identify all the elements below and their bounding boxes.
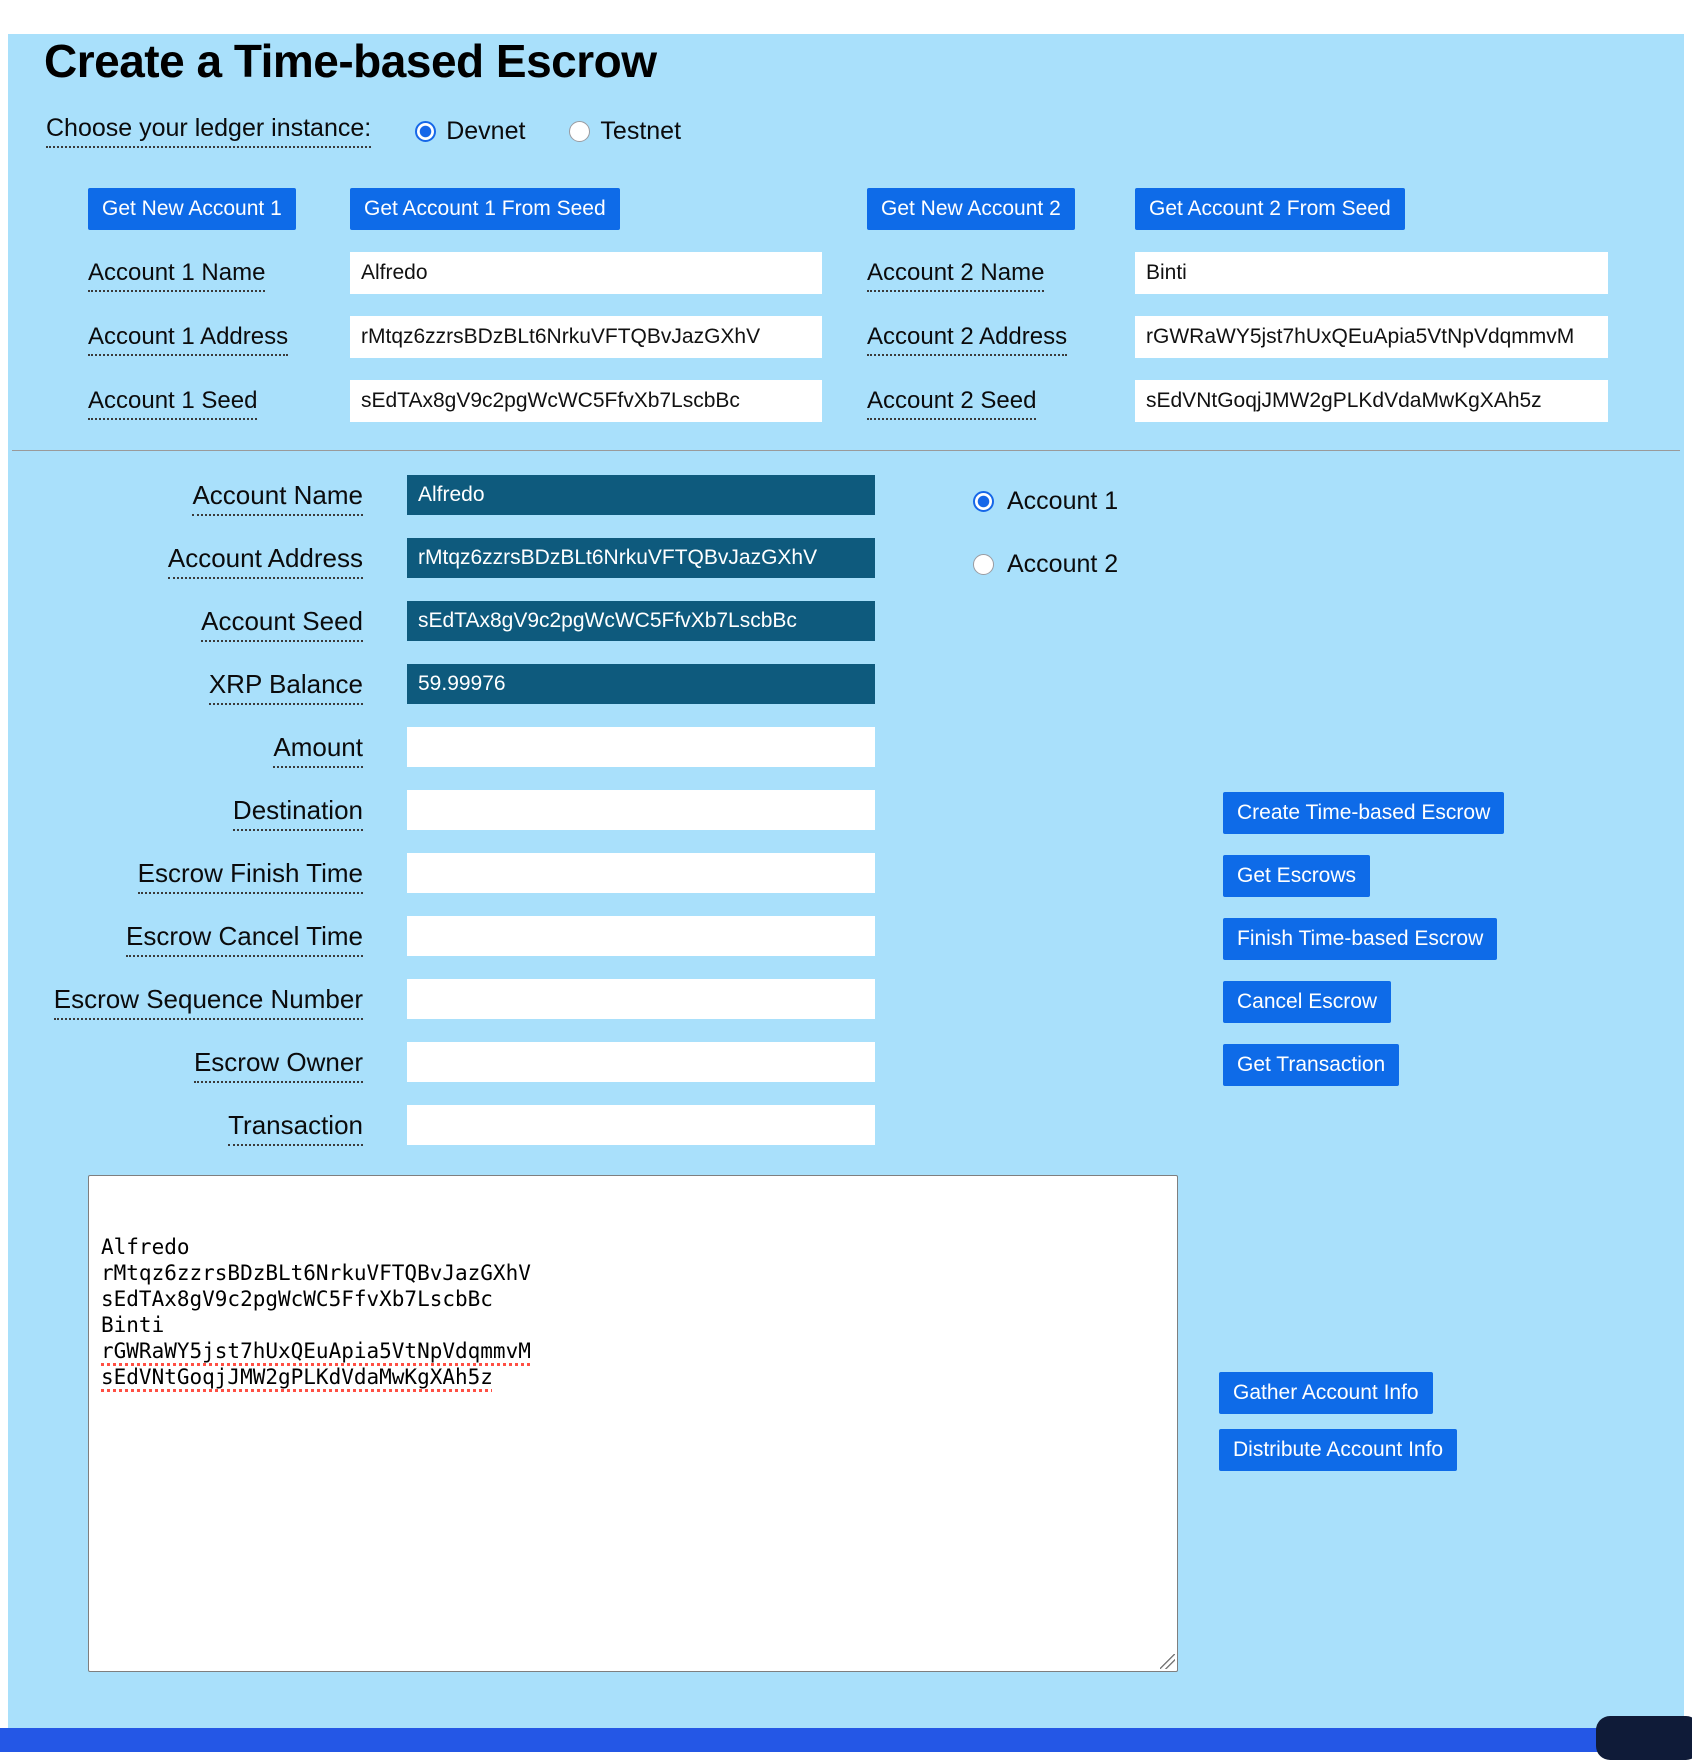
- get-new-account-2-button[interactable]: Get New Account 2: [867, 188, 1075, 230]
- accounts-panel: [88, 188, 1684, 422]
- account-1-seed-input[interactable]: [350, 380, 822, 422]
- results-line: rMtqz6zzrsBDzBLt6NrkuVFTQBvJazGXhV: [101, 1261, 531, 1285]
- account-1-address-label: Account 1 Address: [88, 323, 350, 351]
- get-account-1-from-seed-button[interactable]: Get Account 1 From Seed: [350, 188, 620, 230]
- section-divider: [12, 450, 1680, 451]
- radio-option-account-2[interactable]: [973, 544, 1118, 584]
- radio-option-devnet[interactable]: [415, 117, 525, 146]
- escrow-cancel-time-field[interactable]: [407, 916, 875, 956]
- resize-grip-icon[interactable]: [1160, 1654, 1175, 1669]
- form-row: [8, 979, 1684, 1019]
- account-selector: [973, 481, 1118, 607]
- xrp-balance-field[interactable]: [407, 664, 875, 704]
- account-address-field[interactable]: [407, 538, 875, 578]
- account-2-seed-input[interactable]: [1135, 380, 1608, 422]
- footer-bar: [0, 1728, 1692, 1752]
- form-row: [8, 601, 1684, 641]
- ledger-instance-row: [46, 114, 1684, 148]
- escrow-cancel-time-label: Escrow Cancel Time: [8, 921, 363, 952]
- form-row: [8, 475, 1684, 515]
- results-textarea[interactable]: [88, 1175, 1178, 1672]
- account-name-label: Account Name: [8, 480, 363, 511]
- escrow-owner-label: Escrow Owner: [8, 1047, 363, 1078]
- account-2-address-label: Account 2 Address: [867, 323, 1135, 351]
- get-new-account-1-button[interactable]: Get New Account 1: [88, 188, 296, 230]
- form-row: [8, 727, 1684, 767]
- amount-field[interactable]: [407, 727, 875, 767]
- results-section: [88, 1175, 1684, 1672]
- results-line: rGWRaWY5jst7hUxQEuApia5VtNpVdqmmvM: [101, 1339, 531, 1363]
- cancel-escrow-button[interactable]: Cancel Escrow: [1223, 981, 1391, 1023]
- devnet-radio-label: Devnet: [446, 116, 526, 145]
- ledger-instance-label: Choose your ledger instance:: [46, 114, 371, 148]
- footer-corner-element: [1596, 1716, 1692, 1760]
- account-address-label: Account Address: [8, 543, 363, 574]
- get-escrows-button[interactable]: Get Escrows: [1223, 855, 1370, 897]
- account-1-radio[interactable]: [973, 491, 994, 512]
- create-time-based-escrow-button[interactable]: Create Time-based Escrow: [1223, 792, 1504, 834]
- form-row: [8, 1105, 1684, 1145]
- form-row: [8, 538, 1684, 578]
- get-transaction-button[interactable]: Get Transaction: [1223, 1044, 1399, 1086]
- escrow-sequence-number-label: Escrow Sequence Number: [8, 984, 363, 1015]
- transaction-field[interactable]: [407, 1105, 875, 1145]
- form-row: [8, 853, 1684, 893]
- escrow-sequence-number-field[interactable]: [407, 979, 875, 1019]
- escrow-owner-field[interactable]: [407, 1042, 875, 1082]
- account-1-radio-label: Account 1: [1007, 486, 1119, 515]
- radio-option-testnet[interactable]: [569, 117, 681, 146]
- results-line: sEdVNtGoqjJMW2gPLKdVdaMwKgXAh5z: [101, 1365, 493, 1389]
- devnet-radio[interactable]: [415, 121, 436, 142]
- xrp-balance-label: XRP Balance: [8, 669, 363, 700]
- account-1-seed-label: Account 1 Seed: [88, 387, 350, 415]
- gather-account-info-button[interactable]: Gather Account Info: [1219, 1372, 1433, 1414]
- testnet-radio-label: Testnet: [600, 116, 682, 145]
- transaction-label: Transaction: [8, 1110, 363, 1141]
- account-seed-field[interactable]: [407, 601, 875, 641]
- account-1-name-label: Account 1 Name: [88, 259, 350, 287]
- account-2-radio-label: Account 2: [1007, 549, 1119, 578]
- account-1-name-input[interactable]: [350, 252, 822, 294]
- escrow-form: [8, 475, 1684, 1175]
- page-title: Create a Time-based Escrow: [44, 35, 657, 87]
- account-name-field[interactable]: [407, 475, 875, 515]
- destination-field[interactable]: [407, 790, 875, 830]
- distribute-account-info-button[interactable]: Distribute Account Info: [1219, 1429, 1457, 1471]
- account-2-seed-label: Account 2 Seed: [867, 387, 1135, 415]
- account-1-address-input[interactable]: [350, 316, 822, 358]
- radio-option-account-1[interactable]: [973, 481, 1118, 521]
- account-2-name-label: Account 2 Name: [867, 259, 1135, 287]
- escrow-finish-time-label: Escrow Finish Time: [8, 858, 363, 889]
- account-seed-label: Account Seed: [8, 606, 363, 637]
- results-line: Binti: [101, 1313, 165, 1337]
- amount-label: Amount: [8, 732, 363, 763]
- finish-time-based-escrow-button[interactable]: Finish Time-based Escrow: [1223, 918, 1497, 960]
- results-line: Alfredo: [101, 1235, 190, 1259]
- destination-label: Destination: [8, 795, 363, 826]
- get-account-2-from-seed-button[interactable]: Get Account 2 From Seed: [1135, 188, 1405, 230]
- escrow-finish-time-field[interactable]: [407, 853, 875, 893]
- account-2-name-input[interactable]: [1135, 252, 1608, 294]
- form-row: [8, 1042, 1684, 1082]
- account-2-radio[interactable]: [973, 554, 994, 575]
- form-row: [8, 664, 1684, 704]
- account-2-address-input[interactable]: [1135, 316, 1608, 358]
- testnet-radio[interactable]: [569, 121, 590, 142]
- results-line: sEdTAx8gV9c2pgWcWC5FfvXb7LscbBc: [101, 1287, 493, 1311]
